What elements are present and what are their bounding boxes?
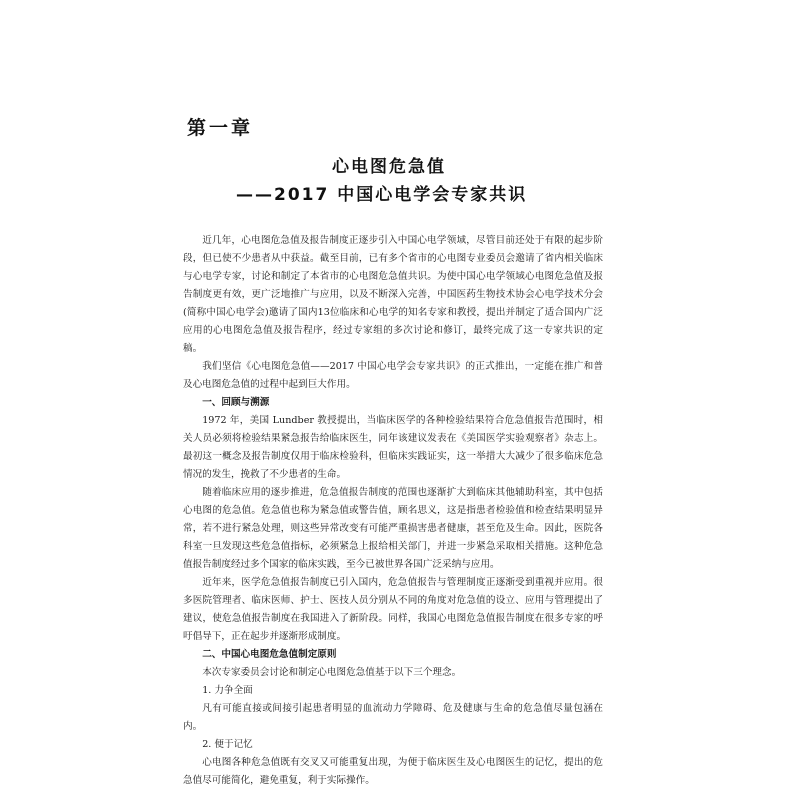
- section-heading-review: 一、回顾与溯源: [202, 397, 270, 408]
- chapter-subtitle: ——2017 中国心电学会专家共识: [236, 185, 528, 205]
- principle-1-heading: 1. 力争全面: [202, 685, 253, 696]
- chapter-label: 第一章: [187, 117, 254, 139]
- section-heading-principles: 二、中国心电图危急值制定原则: [202, 649, 337, 660]
- principle-1-text: 凡有可能直接或间接引起患者明显的血流动力学障碍、危及健康与生命的危急值尽量包涵在内。: [183, 703, 603, 732]
- paragraph-belief: 我们坚信《心电图危急值——2017 中国心电学会专家共识》的正式推出，一定能在推广和普及心电图危急值的过程中起到巨大作用。: [183, 361, 603, 390]
- chapter-title: 心电图危急值: [332, 157, 446, 177]
- paragraph-principles-intro: 本次专家委员会讨论和制定心电图危急值基于以下三个理念。: [202, 667, 462, 678]
- body-text: [183, 232, 603, 790]
- paragraph-expansion: 随着临床应用的逐步推进，危急值报告制度的范围也逐渐扩大到临床其他辅助科室，其中包括心电图的危急值。危急值也称为紧急值或警告值，顾名思义，这是指患者检验值和检查结果明显异常，若不进行紧急处理，则这些异常改变有可能严重损害患者健康，甚至危及生命。因此，医院各科室一旦发现这些危急值指标，必须紧急上报给相关部门，并进一步紧急采取相关措施。这种危急值报告制度经过多个国家的临床实践，至今已被世界各国广泛采纳与应用。: [183, 487, 603, 570]
- paragraph-intro: 近几年，心电图危急值及报告制度正逐步引入中国心电学领域，尽管目前还处于有限的起步阶段，但已使不少患者从中获益。截至目前，已有多个省市的心电图专业委员会邀请了省内相关临床与心电学专家，讨论和制定了本省市的心电图危急值共识。为使中国心电学领域心电图危急值及报告制度更有效，更广泛地推广与应用，以及不断深入完善，中国医药生物技术协会心电学技术分会(简称中国心电学会)邀请了国内13位临床和心电学的知名专家和教授，提出并制定了适合国内广泛应用的心电图危急值及报告程序，经过专家组的多次讨论和修订，最终完成了这一专家共识的定稿。: [183, 235, 603, 354]
- paragraph-recent: 近年来，医学危急值报告制度已引入国内，危急值报告与管理制度正逐渐受到重视并应用。很多医院管理者、临床医师、护士、医技人员分别从不同的角度对危急值的设立、应用与管理提出了建议，使危急值报告制度在我国进入了新阶段。同样，我国心电图危急值报告制度在很多专家的呼吁倡导下，正在起步并逐渐形成制度。: [183, 577, 603, 642]
- paragraph-history: 1972 年，美国 Lundber 教授提出，当临床医学的各种检验结果符合危急值报告范围时，相关人员必须将检验结果紧急报告给临床医生，同年该建议发表在《美国医学实验观察者》杂志上。最初这一概念及报告制度仅用于临床检验科，但临床实践证实，这一举措大大减少了很多临床危急情况的发生，挽救了不少患者的生命。: [183, 415, 603, 480]
- principle-2-heading: 2. 便于记忆: [202, 739, 253, 750]
- principle-2-text: 心电图各种危急值既有交叉又可能重复出现，为便于临床医生及心电图医生的记忆，提出的危急值尽可能简化，避免重复，利于实际操作。: [183, 757, 603, 786]
